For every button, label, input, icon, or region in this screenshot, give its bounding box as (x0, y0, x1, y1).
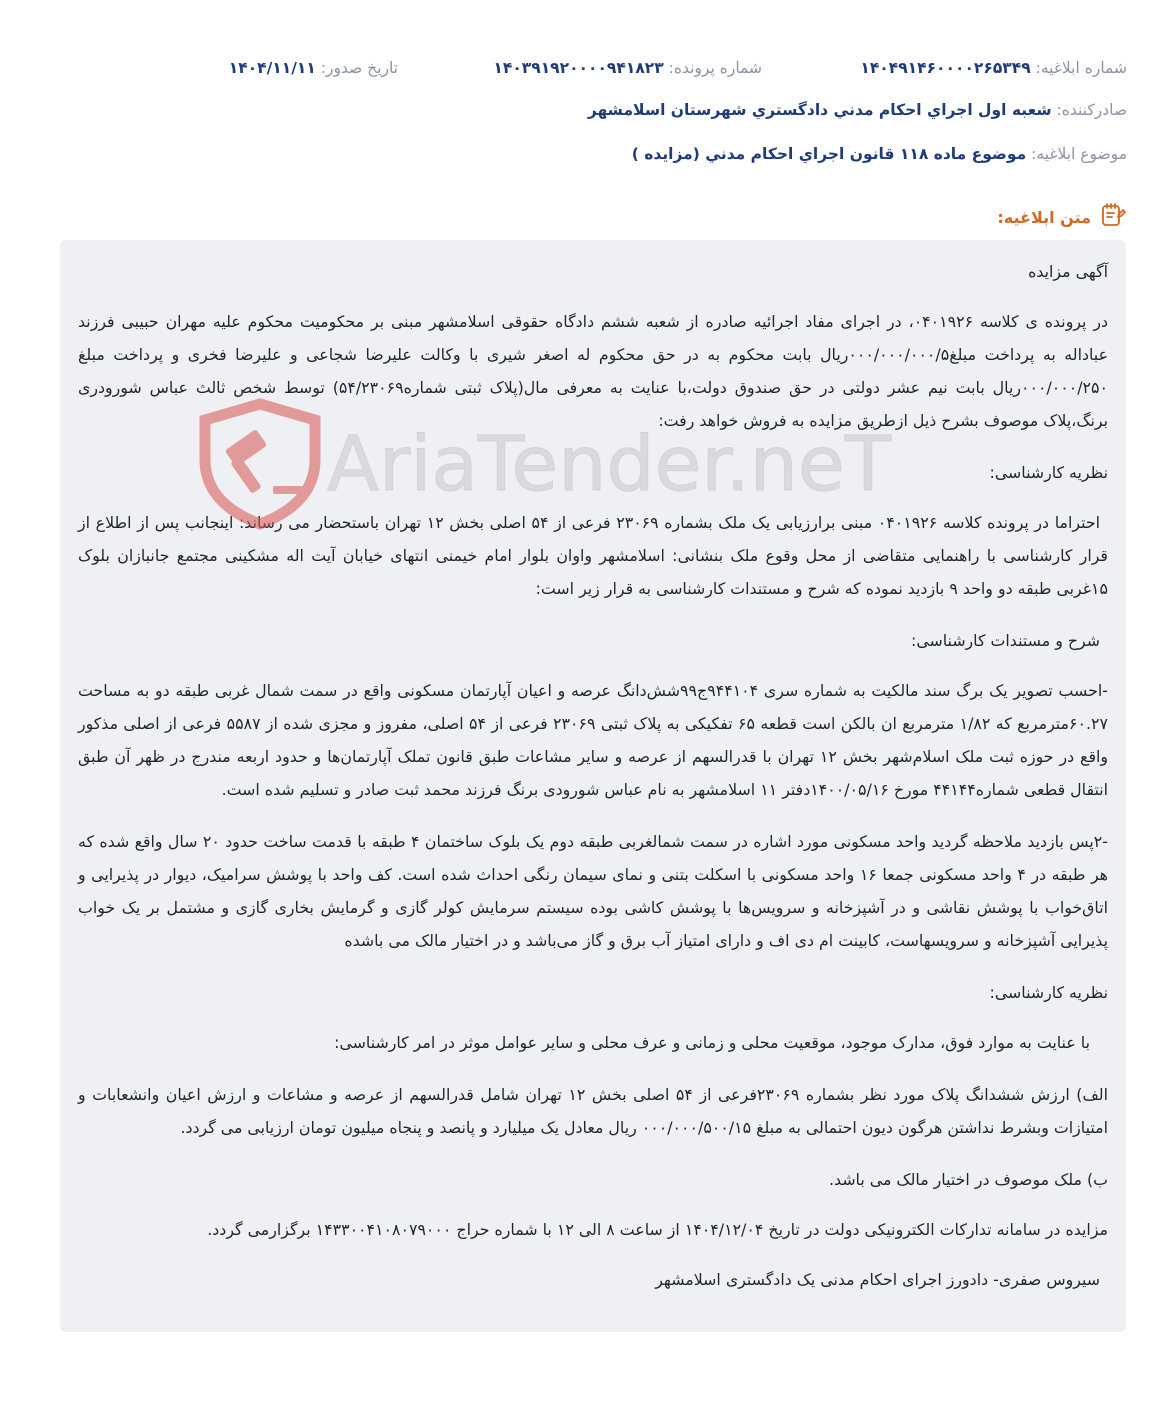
notice-number-field (860, 57, 1127, 79)
document-edit-icon (1099, 201, 1127, 233)
body-paragraph: با عنایت به موارد فوق، مدارک موجود، موقعیت محلی و زمانی و عرف محلی و سایر عوامل موثر در امر کارشناسی: (334, 1033, 1090, 1052)
case-number-field (493, 57, 762, 79)
watermark-text: AriaTender.neT (327, 419, 892, 508)
body-paragraph: مزایده در سامانه تدارکات الکترونیکی دولت در تاریخ ۱۴۰۴/۱۲/۰۴ از ساعت ۸ الی ۱۲ با شماره حراج ۱۴۳‌‌۳۰۰۴۱۰۸۰۷۹۰۰۰ برگزارمی گردد. (207, 1220, 1108, 1239)
notice-number-value: ۱۴۰۴۹۱۴۶۰۰۰۰۲۶۵۳۴۹ (860, 59, 1031, 77)
body-paragraph: احتراما در پرونده کلاسه ۰۴۰۱۹۲۶ مبنی برارزیابی یک ملک بشماره ۲۳۰۶۹ فرعی از ۵۴ اصلی بخش ۱۲ تهران باستحضار می رساند: اینجانب پس از اطلاع از قرار کارشناسی با راهنمایی متقاضی از محل وقوع ملک بنشانی: اسلامشهر واوان بلوار امام خیمنی انتهای خیابان آیت اله مشکینی مجتمع جانبازان بلوک ۱۵غربی طبقه دو واحد ۹ بازدید نموده که شرح و مستندات کارشناسی به قرار زیر است: (78, 513, 1108, 598)
body-paragraph: الف) ارزش ششدانگ پلاک مورد نظر بشماره ۲۳۰۶۹فرعی از ۵۴ اصلی بخش ۱۲ تهران شامل قدرالسهم از عرصه و مشاعات و ارزش اعیان وانشعابات و امتیازات وبشرط نداشتن هرگون دیون احتمالی به مبلغ ۰۰۰/۰۰۰/۵۰۰/۱۵ ریال معادل یک میلیارد و پانصد و پنجاه میلیون تومان ارزیابی می گردد. (78, 1085, 1109, 1137)
signature-line: سیروس صفری- دادورز اجرای احکام مدنی یک دادگستری اسلامشهر (655, 1270, 1100, 1289)
expert-description-heading: شرح و مستندات کارشناسی: (911, 631, 1100, 650)
case-number-label: شماره پرونده: (668, 59, 762, 77)
case-number-value: ۱۴۰۳۹۱۹۲۰۰۰۰۹۴۱۸۲۳ (493, 59, 664, 77)
auction-heading: آگهی مزایده (1028, 262, 1108, 281)
subject-row (47, 143, 1127, 165)
issue-date-field (229, 57, 398, 79)
body-paragraph: در پرونده ی کلاسه ۰۴۰۱۹۲۶، در اجرای مفاد اجرائیه صادره از شعبه ششم دادگاه حقوقی اسلامشهر مبنی بر محکومیت محکوم علیه مهران حبیبی فرزند عباداله به پرداخت مبلغ۰۰۰/۰۰۰/۰۰۰/۵ریال بابت محکوم به در حق محکوم له اصغر شیری با وکالت علیرضا شجاعی و علیرضا فخری و پرداخت مبلغ ۰۰۰/۰۰۰/۲۵۰ریال بابت نیم عشر دولتی در حق صندوق دولت،با عنایت به معرفی مال(پلاک ثبتی شماره۵۴/۲۳۰۶۹) توسط شخص ثالث عباس شورودری برنگ،پلاک موصوف بشرح ذیل ازطریق مزایده به فروش خواهد رفت: (78, 312, 1108, 430)
issuer-row (47, 99, 1127, 121)
subject-value: موضوع ماده ۱۱۸ قانون اجراي احكام مدني (مزايده ) (631, 145, 1027, 163)
body-paragraph: ب) ملک موصوف در اختیار مالک می باشد. (829, 1170, 1108, 1189)
issue-date-value: ۱۴۰۴/۱۱/۱۱ (228, 59, 316, 77)
body-paragraph: -۲پس بازدید ملاحظه گردید واحد مسکونی مورد اشاره در سمت شمالغربی طبقه دوم یک بلوک ساختمان ۴ طبقه با قدمت ساخت حدود ۲۰ سال واقع شده که هر طبقه در ۴ واحد مسکونی جمعا ۱۶ واحد مسکونی با اسکلت بتنی و نمای سیمان رنگی احداث شده است. کف واحد با پوشش سرامیک، دیوار در پذیرایی و اتاق‌خواب با پوشش نقاشی و در آشپزخانه و سرویس‌ها با پوشش کاشی بوده سیستم سرمایش کولر گازی و گرمایش بخاری گازی و مشتمل بر یک خواب پذیرایی آشپزخانه و سرویسهاست، کابینت ام دی اف و دارای امتیاز آب برق و گاز می‌باشد و در اختیار مالک می باشده (78, 832, 1108, 950)
issuer-value: شعبه اول اجراي احكام مدني دادگستري شهرستان اسلامشهر (587, 101, 1052, 119)
notice-body (60, 240, 1126, 1332)
expert-opinion-heading: نظریه کارشناسی: (989, 463, 1108, 482)
issuer-label: صادرکننده: (1056, 101, 1127, 119)
notice-text-heading (997, 201, 1127, 233)
notice-number-label: شماره ابلاغیه: (1035, 59, 1127, 77)
notice-text-title: متن ابلاغیه: (997, 207, 1091, 227)
subject-label: موضوع ابلاغیه: (1031, 145, 1127, 163)
issue-date-label: تاریخ صدور: (320, 59, 398, 77)
body-paragraph: -احسب تصویر یک برگ سند مالکیت به شماره سری ۹۴۴۱۰۴ج۹۹شش‌دانگ عرصه و اعیان آپارتمان مسکونی واقع در سمت شمال غربی طبقه دو به مساحت ۶۰.۲۷مترمربع که ۱/۸۲ مترمربع ان بالکن است قطعه ۶۵ تفکیکی به پلاک ثبتی ۲۳۰۶۹ فرعی از ۵۴ اصلی، مفروز و مجزی شده از ۵۵۸۷ فرعی از اصلی مذکور واقع در حوزه ثبت ملک اسلام‌شهر بخش ۱۲ تهران با قدرالسهم از عرصه و سایر مشاعات طبق قانون تملک آپارتمان‌ها و حدود اربعه مندرج در ظهر آن طبق انتقال قطعی شماره۴۴۱۴۴ مورخ ۱۴۰۰/۰۵/۱۶دفتر ۱۱ اسلامشهر به نام عباس شورودی برنگ فرزند محمد ثبت صادر و تسلیم شده است. (78, 681, 1109, 799)
expert-opinion-heading: نظریه کارشناسی: (989, 983, 1108, 1002)
